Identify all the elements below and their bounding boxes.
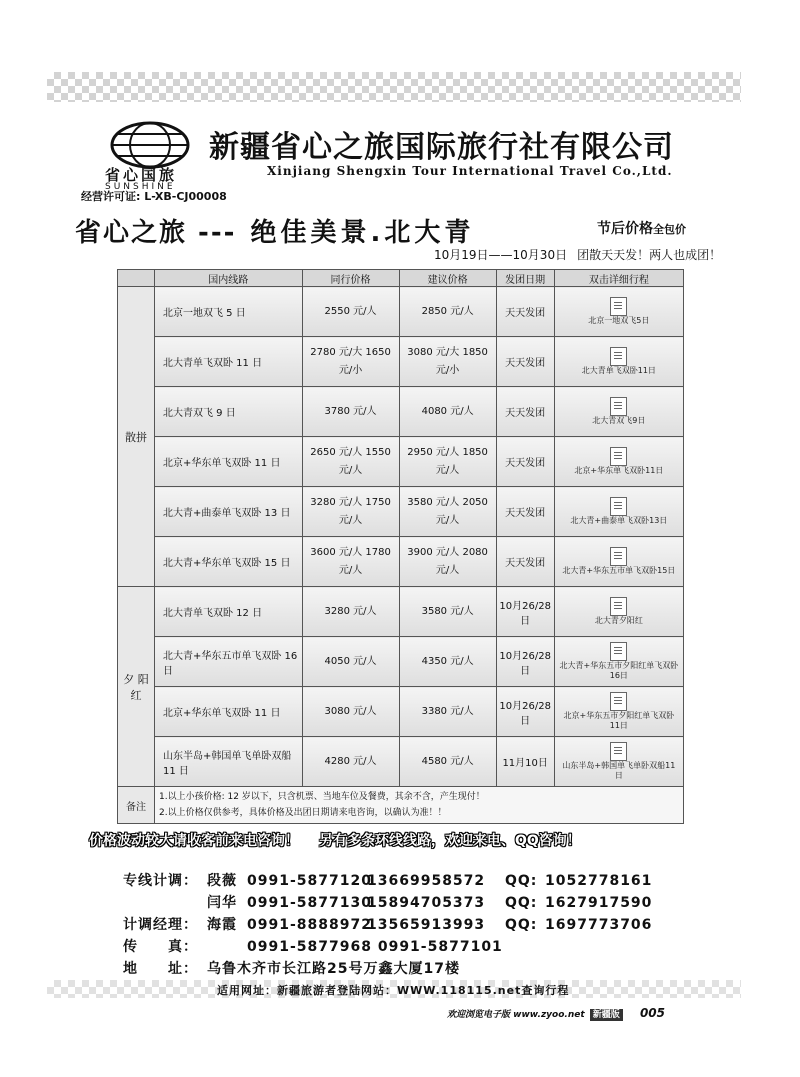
itinerary-link[interactable] [554, 437, 683, 487]
peer-price: 3780 元/人 [302, 387, 399, 437]
departure-date: 10月26/28日 [496, 587, 554, 637]
route-name: 北大青+华东单飞双卧 15 日 [155, 537, 303, 587]
notes-label: 备注 [118, 787, 155, 824]
contact-qq: 1052778161 [545, 873, 653, 889]
itinerary-label: 北京一地双飞5日 [588, 316, 650, 325]
logo-chinese-text: 省心国旅 [105, 166, 178, 184]
document-icon[interactable] [610, 497, 627, 516]
table-row [118, 487, 684, 537]
itinerary-label: 北大青夕阳红 [594, 616, 643, 625]
headline-part1: 省心之旅 --- [75, 218, 237, 248]
note-line: 2.以上价格仅供参考，具体价格及出团日期请来电咨询，以确认为准！！ [159, 808, 447, 818]
itinerary-label: 北大青+华东五市夕阳红单飞双卧16日 [559, 661, 679, 680]
departure-date: 11月10日 [496, 737, 554, 787]
itinerary-link[interactable] [554, 337, 683, 387]
header-route: 国内线路 [155, 270, 303, 287]
document-icon[interactable] [610, 642, 627, 661]
route-name: 北京+华东单飞双卧 11 日 [155, 437, 303, 487]
table-row [118, 287, 684, 337]
peer-price: 2780 元/大 1650 元/小 [302, 337, 399, 387]
header-cell-blank [118, 270, 155, 287]
departure-date: 10月26/28日 [496, 637, 554, 687]
flyer-page [47, 72, 741, 1032]
route-name: 北京一地双飞 5 日 [155, 287, 303, 337]
departure-date: 天天发团 [496, 487, 554, 537]
address-label: 地 址： [123, 961, 198, 977]
route-name: 北大青+曲泰单飞双卧 13 日 [155, 487, 303, 537]
peer-price: 4050 元/人 [302, 637, 399, 687]
price-label: 节后价格全包价 [597, 221, 686, 237]
address-line [123, 958, 460, 978]
header-departure: 发团日期 [496, 270, 554, 287]
table-row [118, 387, 684, 437]
itinerary-link[interactable] [554, 587, 683, 637]
contact-name: 闫华 [207, 895, 237, 911]
suggest-price: 3580 元/人 2050 元/人 [399, 487, 496, 537]
itinerary-link[interactable] [554, 537, 683, 587]
document-icon[interactable] [610, 692, 627, 711]
notes-cell [155, 787, 684, 824]
banner-left: 价格波动较大请收客前来电咨询！ [89, 833, 299, 849]
header-itinerary: 双击详细行程 [554, 270, 683, 287]
table-row [118, 687, 684, 737]
category-xiyanghong: 夕 阳 红 [118, 587, 155, 787]
contact-qq: 1627917590 [545, 895, 653, 911]
route-name: 北京+华东单飞双卧 11 日 [155, 687, 303, 737]
header-peer-price: 同行价格 [302, 270, 399, 287]
itinerary-link[interactable] [554, 687, 683, 737]
fax-numbers: 0991-5877968 0991-5877101 [247, 939, 503, 955]
footer-url[interactable]: www.zyoo.net [513, 1010, 585, 1020]
promo-banner [89, 830, 581, 850]
itinerary-label: 山东半岛+韩国单飞单卧双船11日 [562, 761, 676, 780]
departure-date: 天天发团 [496, 537, 554, 587]
departure-date: 天天发团 [496, 387, 554, 437]
itinerary-link[interactable] [554, 737, 683, 787]
banner-right: 另有多条环线线路，欢迎来电、QQ咨询！ [319, 833, 581, 849]
headline-part2: 绝佳美景.北大青 [250, 218, 475, 248]
suggest-price: 4580 元/人 [399, 737, 496, 787]
itinerary-label: 北大青单飞双卧11日 [581, 366, 656, 375]
table-row [118, 437, 684, 487]
document-icon[interactable] [610, 447, 627, 466]
table-row [118, 737, 684, 787]
contact-label: 专线计调： [123, 873, 198, 889]
contact-name: 海霞 [207, 917, 237, 933]
contact-mobile: 15894705373 [367, 895, 486, 911]
document-icon[interactable] [610, 742, 627, 761]
route-name: 北大青单飞双卧 11 日 [155, 337, 303, 387]
peer-price: 3600 元/人 1780 元/人 [302, 537, 399, 587]
contact-name: 段薇 [207, 873, 237, 889]
top-mosaic-pattern [47, 72, 741, 102]
footer-text: 欢迎浏览电子版 [447, 1010, 511, 1020]
contact-phone: 0991-8888972 [247, 917, 372, 933]
address-value: 乌鲁木齐市长江路25号万鑫大厦17楼 [207, 961, 460, 977]
document-icon[interactable] [610, 297, 627, 316]
suggest-price: 4350 元/人 [399, 637, 496, 687]
peer-price: 3280 元/人 1750 元/人 [302, 487, 399, 537]
table-row [118, 337, 684, 387]
itinerary-link[interactable] [554, 287, 683, 337]
table-row [118, 637, 684, 687]
peer-price: 2550 元/人 [302, 287, 399, 337]
suggest-price: 3900 元/人 2080 元/人 [399, 537, 496, 587]
suggest-price: 3580 元/人 [399, 587, 496, 637]
route-name: 北大青+华东五市单飞双卧 16 日 [155, 637, 303, 687]
peer-price: 3280 元/人 [302, 587, 399, 637]
globe-logo-icon [109, 120, 191, 170]
business-license: 经营许可证: L-XB-CJ00008 [81, 190, 227, 203]
qq-label: QQ: [505, 917, 538, 933]
document-icon[interactable] [610, 347, 627, 366]
route-name: 北大青双飞 9 日 [155, 387, 303, 437]
headline [75, 212, 474, 249]
departure-date: 10月26/28日 [496, 687, 554, 737]
logo-english-text: SUNSHINE [105, 182, 176, 192]
document-icon[interactable] [610, 547, 627, 566]
company-name-cn: 新疆省心之旅国际旅行社有限公司 [209, 130, 674, 165]
suggest-price: 2950 元/人 1850 元/人 [399, 437, 496, 487]
peer-price: 2650 元/人 1550 元/人 [302, 437, 399, 487]
route-name: 山东半岛+韩国单飞单卧双船 11 日 [155, 737, 303, 787]
itinerary-label: 北大青+华东五市单飞双卧15日 [562, 566, 676, 575]
contact-line-2 [123, 892, 652, 912]
contact-line-1 [123, 870, 652, 890]
fax-line [123, 936, 503, 956]
itinerary-label: 北京+华东五市夕阳红单飞双卧11日 [563, 711, 675, 730]
itinerary-link[interactable] [554, 387, 683, 437]
contact-qq: 1697773706 [545, 917, 653, 933]
contact-phone: 0991-5877120 [247, 873, 372, 889]
contact-label: 计调经理： [123, 917, 198, 933]
date-range [434, 246, 721, 263]
page-number: 005 [639, 1006, 666, 1020]
suggest-price: 2850 元/人 [399, 287, 496, 337]
table-row [118, 587, 684, 637]
note-line: 1.以上小孩价格: 12 岁以下，只含机票、当地车位及餐费，其余不含，产生现付！ [159, 792, 485, 802]
price-label-small: 全包价 [653, 223, 686, 236]
qq-label: QQ: [505, 895, 538, 911]
website-line: 适用网址：新疆旅游者登陆网站：WWW.118115.net查询行程 [217, 984, 570, 997]
edition-badge: 新疆版 [590, 1009, 623, 1021]
peer-price: 3080 元/人 [302, 687, 399, 737]
itinerary-link[interactable] [554, 637, 683, 687]
contact-mobile: 13669958572 [367, 873, 486, 889]
route-name: 北大青单飞双卧 12 日 [155, 587, 303, 637]
itinerary-label: 北大青+曲泰单飞双卧13日 [570, 516, 668, 525]
document-icon[interactable] [610, 597, 627, 616]
category-sanpin: 散拼 [118, 287, 155, 587]
document-icon[interactable] [610, 397, 627, 416]
footer [447, 1006, 665, 1020]
contact-mobile: 13565913993 [367, 917, 486, 933]
itinerary-label: 北大青双飞9日 [592, 416, 646, 425]
table-row [118, 537, 684, 587]
peer-price: 4280 元/人 [302, 737, 399, 787]
contact-phone: 0991-5877130 [247, 895, 372, 911]
suggest-price: 4080 元/人 [399, 387, 496, 437]
departure-date: 天天发团 [496, 287, 554, 337]
qq-label: QQ: [505, 873, 538, 889]
suggest-price: 3080 元/大 1850 元/小 [399, 337, 496, 387]
itinerary-link[interactable] [554, 487, 683, 537]
notes-row [118, 787, 684, 824]
routes-table [117, 269, 684, 824]
contact-line-3 [123, 914, 652, 934]
date-range-text: 10月19日——10月30日 [434, 248, 568, 262]
departure-date: 天天发团 [496, 337, 554, 387]
fax-label: 传 真： [123, 939, 198, 955]
slogan: 团散天天发！两人也成团！ [577, 248, 722, 262]
departure-date: 天天发团 [496, 437, 554, 487]
itinerary-label: 北京+华东单飞双卧11日 [574, 466, 664, 475]
table-header-row [118, 270, 684, 287]
company-name-en: Xinjiang Shengxin Tour International Travel Co.,Ltd. [267, 164, 673, 178]
header-suggest-price: 建议价格 [399, 270, 496, 287]
suggest-price: 3380 元/人 [399, 687, 496, 737]
